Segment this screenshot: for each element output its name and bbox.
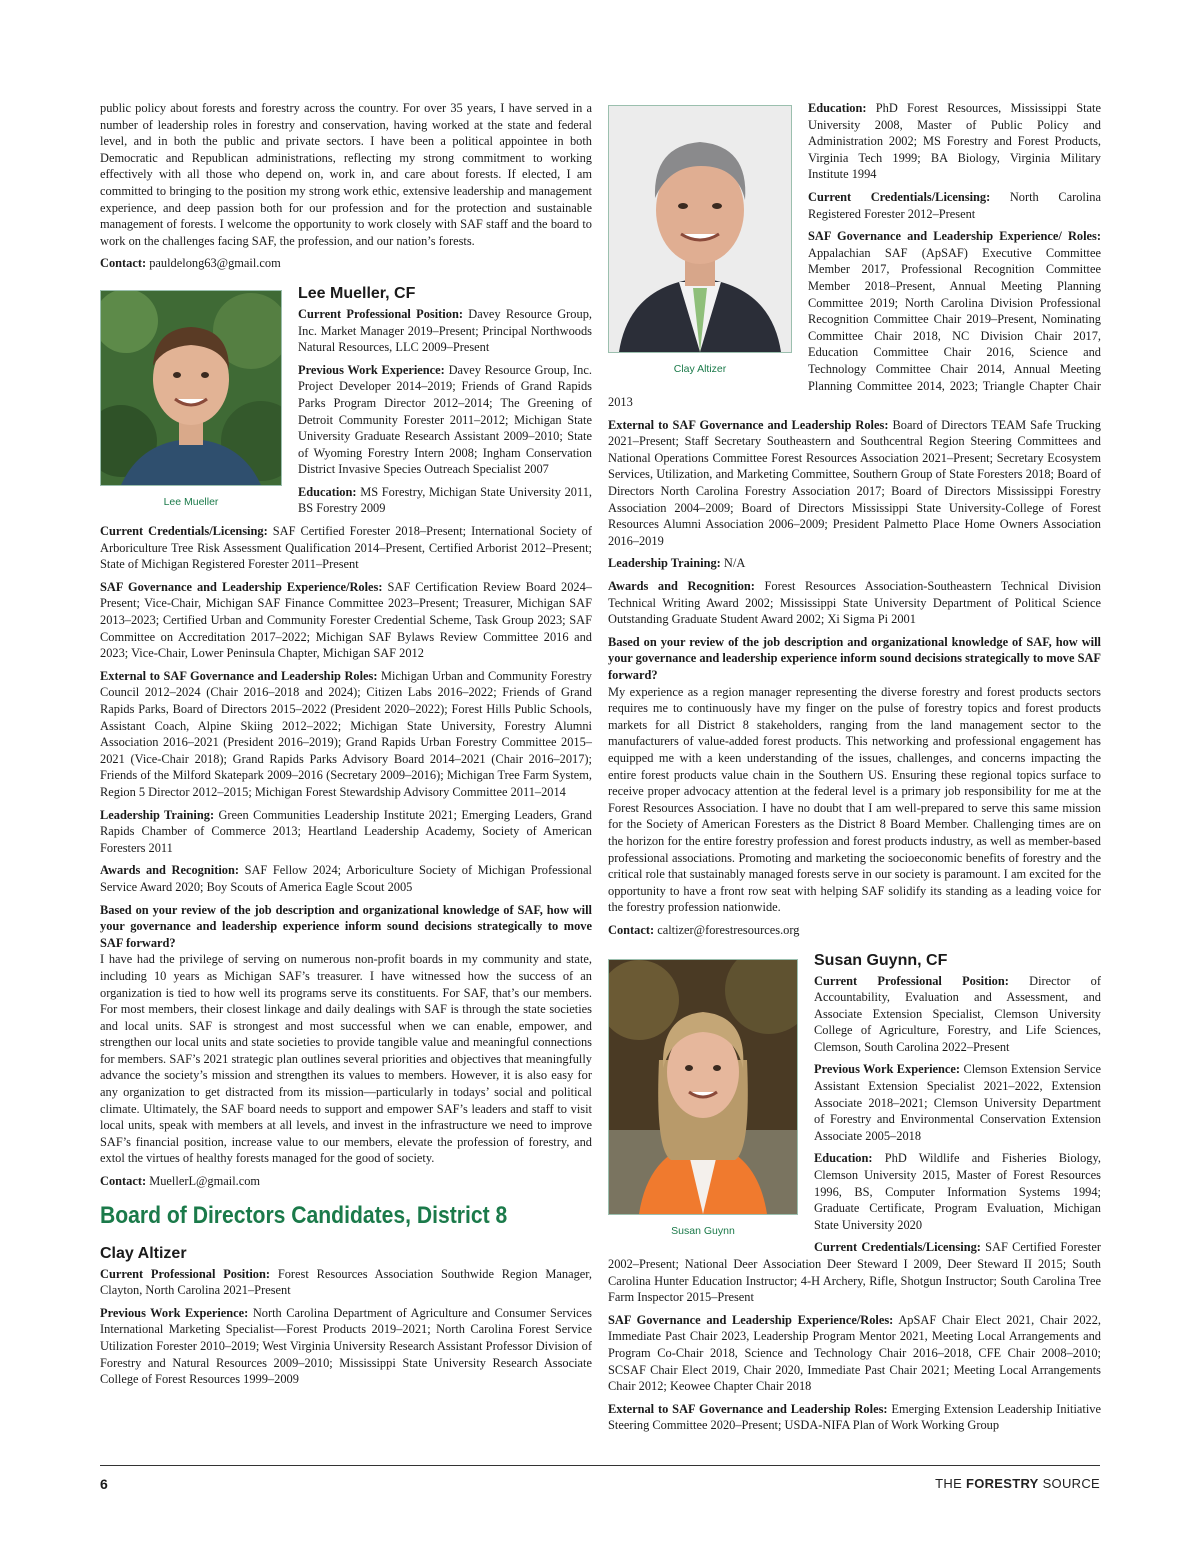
altizer-name: Clay Altizer	[100, 1244, 187, 1262]
mueller-contact-email[interactable]: MuellerL@gmail.com	[149, 1174, 261, 1189]
guynn-name: Susan Guynn, CF	[814, 951, 948, 969]
mueller-external: External to SAF Governance and Leadership Roles: Michigan Urban and Community Forestry Council 2012–2024 (Chair 2016–2018 and 2024); Citizen Labs 2016–2022; Friends of Grand Rapids Parks, Board of Directors 2015–2022 (President 2020–2022); Forest Hills Public Schools, Assistant Coach, Alpine Skiing 2012–2022; Michigan State University, Forestry Alumni Association 2016–2021 (President 2016–2019); Grand Rapids Urban Forestry Committee 2015–2021 (Vice-Chair 2018); Grand Rapids Parks Advisory Board 2014–2021 (Chair 2016–2017); Friends of the Milford Skatepark 2009–2016 (Secretary 2009–2016); Michigan Tree Farm System, Region 5 Director 2012–2015; Michigan Forest Stewardship Advisory Committee 2011–2014	[100, 668, 592, 799]
mueller-photo-block	[100, 290, 282, 508]
altizer-photo	[608, 105, 792, 353]
mueller-answer: I have had the privilege of serving on numerous non-profit boards in my community and state, including 10 years as Michigan SAF’s treasurer. I have witnessed how the success of an organization is tied to how well its programs serve its constituents. For SAF, that’s our members. For most members, their closest linkage and daily dealings with SAF is through the state societies and local units. SAF is strongest and most successful when we can enable, empower, and strengthen our local units and state societies to provide tangible value and meaningful connections for members. SAF’s 2021 strategic plan outlines several priorities and objectives that meaningfully advance the society’s mission and strengthen its values to members. However, it is also easy for any organization to get distracted from its mission—particularly in todays’ social and political climate. Ultimately, the SAF board needs to support and empower SAF’s leaders and staff to visit local units, speak with members at all levels, and invest in the infrastructure we need to improve SAF’s financial position, increase value to our members, elevate the profession of forestry, and extol the virtues of healthy forests managed for the good of society.	[100, 952, 592, 1166]
mueller-name: Lee Mueller, CF	[298, 284, 416, 302]
altizer-question: Based on your review of the job description and organizational knowledge of SAF, how will your governance and leadership experience inform sound decisions strategically to move SAF forward?	[608, 634, 1101, 682]
guynn-credentials: Current Credentials/Licensing: SAF Certified Forester 2002–Present; National Deer Association Deer Steward I 2009, Deer Steward II 2015; South Carolina Hunter Education Instructor; 4-H Archery, Rifle, Shotgun Instructor; South Carolina Tree Farm Inspector 2015–Present	[608, 1240, 1101, 1305]
mueller-credentials: Current Credentials/Licensing: SAF Certified Forester 2018–Present; International Society of Arboriculture Tree Risk Assessment Qualification 2014–Present, Certified Arborist 2012–Present; State of Michigan Registered Forester 2011–Present	[100, 524, 592, 572]
mueller-contact: Contact: MuellerL@gmail.com	[100, 1174, 261, 1189]
mueller-position: Current Professional Position: Davey Resource Group, Inc. Market Manager 2019–Present; Principal Northwoods Natural Resources, LLC 2009–Present	[298, 306, 592, 355]
delong-contact-email[interactable]: pauldelong63@gmail.com	[149, 256, 281, 271]
altizer-external: External to SAF Governance and Leadership Roles: Board of Directors TEAM Safe Trucking 2021–Present; Staff Secretary Southeastern and Southcentral Region Steering Committees and National Operations Committee Forest Resources Association 2021–Present; Secretary Ecosystem Services, Utilization, and Marketing Committee, Southern Group of State Foresters 2018; Board of Directors North Carolina Forestry Association 2017; Board of Directors Mississippi Forestry Association 2004–2009; Board of Directors Mississippi State University-College of Forest Resources Alumni Association 2006–2009; President Palmetto Place Home Owners Association 2016–2019	[608, 417, 1101, 548]
guynn-previous: Previous Work Experience: Clemson Extension Service Assistant Extension Specialist 2021–2022, Extension Associate 2018–2021; Clemson University Department of Forestry and Environmental Conservation Extension Associate 2005–2018	[814, 1062, 1101, 1143]
altizer-contact-email[interactable]: caltizer@forestresources.org	[657, 922, 800, 937]
right-column	[608, 100, 1101, 1440]
guynn-caption: Susan Guynn	[671, 1224, 735, 1237]
altizer-contact: Contact: caltizer@forestresources.org	[608, 922, 800, 937]
guynn-photo-block	[608, 959, 798, 1237]
altizer-governance: SAF Governance and Leadership Experience/ Roles: Appalachian SAF (ApSAF) Executive Committee Member 2017, Professional Recognition Committee Member 2018–Present, Annual Meeting Planning Committee 2019; North Carolina Division Professional Recognition Committee Chair 2019–Present, Nominating Committee Chair 2018, NC Division Chair 2017, Education Committee Chair 2016, Science and Technology Committee Chair 2014, Annual Meeting Planning Committee 2014, 2023; Triangle Chapter Chair 2013	[608, 229, 1101, 410]
guynn-governance: SAF Governance and Leadership Experience/Roles: ApSAF Chair Elect 2021, Chair 2022, Immediate Past Chair 2023, Leadership Program Mentor 2021, Meeting Local Arrangements and Program Co-Chair 2018, Science and Technology Chair 2016–2018, CFE Chair 2008–2010; SCSAF Chair Elect 2019, Chair 2020, Immediate Past Chair 2021; Meeting Local Arrangements Chair 2012; Keowee Chapter Chair 2018	[608, 1312, 1102, 1394]
altizer-photo-block	[608, 105, 792, 375]
delong-contact: Contact: pauldelong63@gmail.com	[100, 256, 281, 271]
altizer-training: Leadership Training: N/A	[608, 556, 746, 571]
section-title: Board of Directors Candidates, District 8	[100, 1201, 508, 1229]
altizer-previous: Previous Work Experience: North Carolina Department of Agriculture and Consumer Services International Marketing Specialist—Forest Products 2019–2021; North Carolina Forest Service Utilization Forester 2010–2019; West Virginia University Research Assistant Professor Division of Forestry and Natural Resources 2009–2010; Mississippi State University Research Associate College of Forest Resources 1999–2009	[100, 1305, 592, 1387]
mueller-governance: SAF Governance and Leadership Experience/Roles: SAF Certification Review Board 2024–Present; Vice-Chair, Michigan SAF Finance Committee 2023–Present; Treasurer, Michigan SAF 2013–2023; Certified Urban and Community Forester Credential Scheme, Task Group 2023; SAF Committee on Accreditation 2017–2022; Michigan SAF Bylaws Review Committee 2016 and 2023; Vice-Chair, Lower Peninsula Chapter, Michigan SAF 2012	[100, 579, 592, 661]
magazine-title: THE FORESTRY SOURCE	[935, 1476, 1100, 1491]
mueller-photo	[100, 290, 282, 486]
altizer-answer: My experience as a region manager representing the diverse forestry and forest products sectors requires me to continuously have my finger on the pulse of forestry topics and forest products markets for all District 8 stakeholders, ranging from the land management sector to the manufacturers of value-added forest products. This networking and professional engagement has equipped me with a keen understanding of the issues, challenges, and concerns impacting the entire forest products value chain in the Southern US. Ensuring these regional topics surface to receive proper advocacy attention at the federal level is a primary job responsibility for me at the Forest Resources Association. I have no doubt that I am well-prepared to serve this same mission for the Society of American Foresters as the District 8 Board Member. Challenging times are on the horizon for the entire forestry profession and forest products industry, as well as member-based professional associations. Promoting and marketing the socioeconomic benefits of forestry and the critical role that sustainably managed forests serve in our society is paramount. I am excited for the opportunity to have a front row seat with helping SAF solidify its standing as a leading voice for the forestry profession nationwide.	[608, 684, 1101, 915]
footer-rule	[100, 1465, 1100, 1466]
guynn-photo	[608, 959, 798, 1215]
mueller-education: Education: MS Forestry, Michigan State University 2011, BS Forestry 2009	[298, 484, 592, 516]
guynn-education: Education: PhD Wildlife and Fisheries Biology, Clemson University 2015, Master of Forest Resources 1996, BS, Computer Information Systems 1994; Graduate Certificate, Program Evaluation, Michigan State University 2020	[814, 1151, 1101, 1232]
altizer-awards: Awards and Recognition: Forest Resources Association-Southeastern Technical Division Technical Writing Award 2002; Mississippi State University Department of Political Science Outstanding Graduate Student Award 2002; Xi Sigma Pi 2001	[608, 579, 1101, 627]
altizer-education: Education: PhD Forest Resources, Mississippi State University 2008, Master of Public Policy and Administration 2002; MS Forestry and Forest Products, Virginia Tech 1999; BA Biology, Virginia Military Institute 1994	[808, 101, 1101, 182]
mueller-caption: Lee Mueller	[163, 495, 219, 508]
guynn-position: Current Professional Position: Director of Accountability, Evaluation and Assessment, and Associate Extension Specialist, Clemson University College of Agriculture, Forestry, and Life Sciences, Clemson, South Carolina 2022–Present	[814, 973, 1101, 1054]
altizer-position: Current Professional Position: Forest Resources Association Southwide Region Manager, Clayton, North Carolina 2021–Present	[100, 1266, 592, 1298]
altizer-caption: Clay Altizer	[673, 363, 727, 375]
intro-paragraph: public policy about forests and forestry across the country. For over 35 years, I have served in a number of leadership roles in forestry and conservation, having worked at the state and federal level, and in both the public and private sectors. I have been a political appointee in both Democratic and Republican administrations, reflecting my strong commitment to working effectively with all those who depend on, work in, and care about forests. If elected, I am committed to bringing to the position my strong work ethic, extensive leadership and management experience, and deep passion both for our profession and for the protection and sustainable management of forests. I welcome the opportunity to work closely with SAF staff and the board to work on the challenges facing SAF, the profession, and our nation’s forests.	[100, 101, 592, 248]
guynn-external: External to SAF Governance and Leadership Roles: Emerging Extension Leadership Initiative Steering Committee 2020–Present; USDA-NIFA Plan of Work Working Group	[608, 1401, 1101, 1433]
mueller-previous: Previous Work Experience: Davey Resource Group, Inc. Project Developer 2014–2019; Friends of Grand Rapids Parks Program Director 2012–2014; The Greening of Detroit Community Forester 2011–2012; Michigan State University Graduate Research Assistant 2009–2010; State of Wyoming Forestry Intern 2008; Ingham Conservation District Invasive Species Outreach Specialist 2007	[298, 362, 592, 477]
page-number: 6	[100, 1476, 108, 1492]
altizer-credentials: Current Credentials/Licensing: North Carolina Registered Forester 2012–Present	[808, 189, 1101, 221]
mueller-question: Based on your review of the job description and organizational knowledge of SAF, how will your governance and leadership experience inform sound decisions strategically to move SAF forward?	[100, 902, 592, 950]
mueller-awards: Awards and Recognition: SAF Fellow 2024; Arboriculture Society of Michigan Professional Service Award 2020; Boy Scouts of America Eagle Scout 2005	[100, 863, 592, 894]
left-column	[100, 100, 592, 1394]
mueller-training: Leadership Training: Green Communities Leadership Institute 2021; Emerging Leaders, Grand Rapids Chamber of Commerce 2013; Heartland Leadership Academy, Society of American Foresters 2011	[100, 807, 592, 855]
